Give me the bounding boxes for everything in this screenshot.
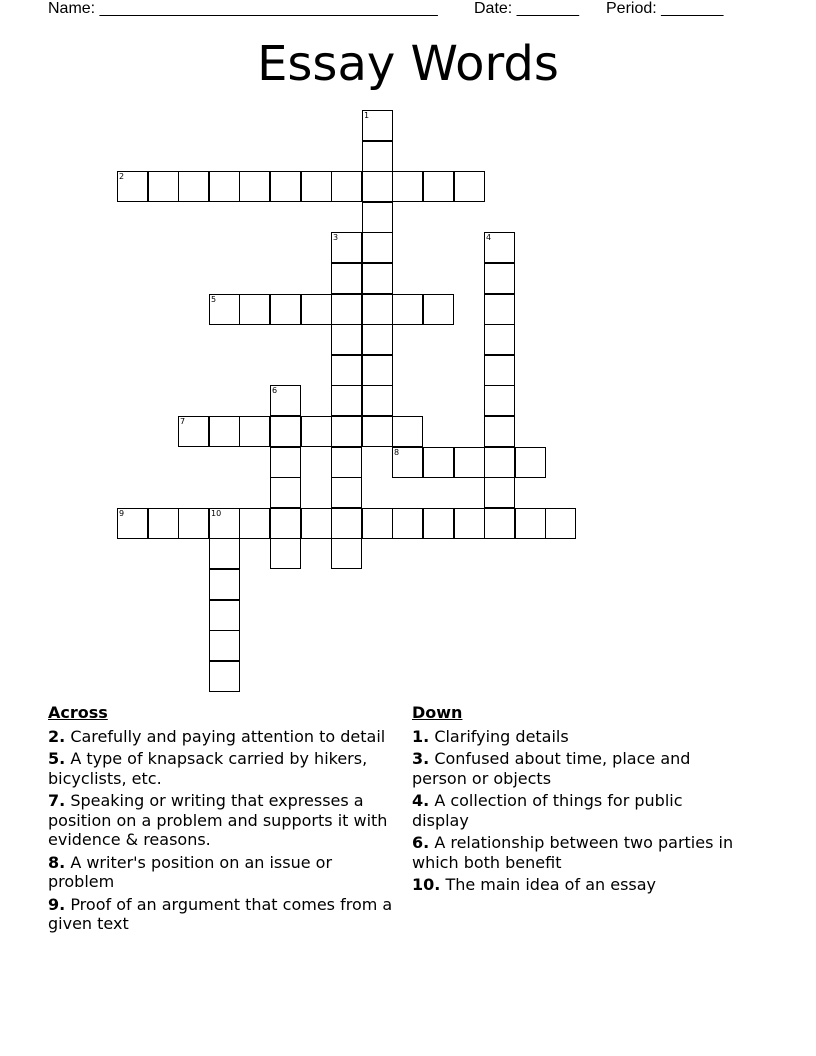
grid-cell[interactable] xyxy=(209,661,240,692)
grid-cell[interactable] xyxy=(423,294,454,325)
grid-cell[interactable] xyxy=(117,508,148,539)
grid-cell[interactable] xyxy=(239,508,270,539)
grid-cell[interactable] xyxy=(484,324,515,355)
grid-cell[interactable] xyxy=(209,171,240,202)
grid-cell[interactable] xyxy=(239,294,270,325)
clue-number: 5. xyxy=(48,749,66,768)
clue-across-5 xyxy=(48,749,400,788)
grid-cell[interactable] xyxy=(484,294,515,325)
grid-cell[interactable] xyxy=(484,232,515,263)
clue-number: 2. xyxy=(48,726,66,746)
grid-cell[interactable] xyxy=(362,141,393,172)
clue-number-label: 9 xyxy=(119,509,125,518)
clue-number-label: 7 xyxy=(180,417,186,426)
clue-number-label: 8 xyxy=(394,448,400,457)
grid-cell[interactable] xyxy=(270,538,301,569)
grid-cell[interactable] xyxy=(331,294,362,325)
down-clues xyxy=(412,703,742,898)
grid-cell[interactable] xyxy=(545,508,576,539)
grid-cell[interactable] xyxy=(209,630,240,661)
grid-cell[interactable] xyxy=(209,294,240,325)
grid-cell[interactable] xyxy=(270,477,301,508)
clue-number-label: 3 xyxy=(333,233,339,242)
clue-number: 1. xyxy=(412,726,430,746)
grid-cell[interactable] xyxy=(392,447,423,478)
grid-cell[interactable] xyxy=(301,171,332,202)
clue-text: The main idea of an essay xyxy=(445,875,657,894)
grid-cell[interactable] xyxy=(362,232,393,263)
clue-number-label: 6 xyxy=(272,386,278,395)
grid-cell[interactable] xyxy=(362,263,393,294)
across-clues xyxy=(48,703,400,937)
grid-cell[interactable] xyxy=(331,447,362,478)
grid-cell[interactable] xyxy=(270,508,301,539)
clue-down-3 xyxy=(412,749,742,788)
clue-number-label: 2 xyxy=(119,172,125,181)
grid-cell[interactable] xyxy=(362,385,393,416)
grid-cell[interactable] xyxy=(484,416,515,447)
grid-cell[interactable] xyxy=(362,294,393,325)
clue-text: Confused about time, place and person or objects xyxy=(412,749,691,788)
grid-cell[interactable] xyxy=(209,508,240,539)
grid-cell[interactable] xyxy=(239,171,270,202)
across-heading: Across xyxy=(48,703,108,722)
grid-cell[interactable] xyxy=(270,171,301,202)
clue-down-10 xyxy=(412,875,742,895)
grid-cell[interactable] xyxy=(362,508,393,539)
grid-cell[interactable] xyxy=(209,600,240,631)
clue-number-label: 4 xyxy=(486,233,492,242)
grid-cell[interactable] xyxy=(301,508,332,539)
grid-cell[interactable] xyxy=(392,508,423,539)
grid-cell[interactable] xyxy=(148,508,179,539)
grid-cell[interactable] xyxy=(331,508,362,539)
clue-text: Clarifying details xyxy=(434,726,569,746)
grid-cell[interactable] xyxy=(362,355,393,386)
grid-cell[interactable] xyxy=(484,508,515,539)
grid-cell[interactable] xyxy=(270,447,301,478)
grid-cell[interactable] xyxy=(209,416,240,447)
grid-cell[interactable] xyxy=(239,416,270,447)
clue-across-8 xyxy=(48,853,400,892)
grid-cell[interactable] xyxy=(515,447,546,478)
clue-number: 4. xyxy=(412,791,430,810)
period-field: Period: _______ xyxy=(606,0,724,17)
clue-number: 10. xyxy=(412,875,441,894)
grid-cell[interactable] xyxy=(515,508,546,539)
grid-cell[interactable] xyxy=(484,477,515,508)
clue-text: A collection of things for public display xyxy=(412,791,683,830)
grid-cell[interactable] xyxy=(331,477,362,508)
grid-cell[interactable] xyxy=(117,171,148,202)
clue-number-label: 1 xyxy=(364,111,370,120)
grid-cell[interactable] xyxy=(331,385,362,416)
grid-cell[interactable] xyxy=(331,263,362,294)
grid-cell[interactable] xyxy=(331,324,362,355)
clue-across-2 xyxy=(48,727,400,747)
clue-text: A type of knapsack carried by hikers, bicyclists, etc. xyxy=(48,749,368,788)
grid-cell[interactable] xyxy=(454,508,485,539)
grid-cell[interactable] xyxy=(331,355,362,386)
grid-cell[interactable] xyxy=(362,202,393,233)
name-field: Name: ______________________________________ xyxy=(48,0,438,17)
grid-cell[interactable] xyxy=(362,110,393,141)
clue-number: 8. xyxy=(48,852,66,872)
grid-cell[interactable] xyxy=(484,263,515,294)
clue-text: A relationship between two parties in which both benefit xyxy=(412,833,734,872)
grid-cell[interactable] xyxy=(423,171,454,202)
clue-down-4 xyxy=(412,791,742,830)
grid-cell[interactable] xyxy=(331,538,362,569)
grid-cell[interactable] xyxy=(331,171,362,202)
grid-cell[interactable] xyxy=(209,569,240,600)
grid-cell[interactable] xyxy=(270,385,301,416)
grid-cell[interactable] xyxy=(148,171,179,202)
grid-cell[interactable] xyxy=(331,232,362,263)
grid-cell[interactable] xyxy=(270,294,301,325)
grid-cell[interactable] xyxy=(178,416,209,447)
clue-text: Speaking or writing that expresses a position on a problem and supports it with evidence & reasons. xyxy=(48,791,388,849)
grid-cell[interactable] xyxy=(301,416,332,447)
grid-cell[interactable] xyxy=(301,294,332,325)
clue-number-label: 5 xyxy=(211,295,217,304)
clue-across-9 xyxy=(48,895,400,934)
grid-cell[interactable] xyxy=(331,416,362,447)
grid-cell[interactable] xyxy=(484,355,515,386)
grid-cell[interactable] xyxy=(454,171,485,202)
clue-text: A writer's position on an issue or problem xyxy=(48,852,333,891)
clue-text: Carefully and paying attention to detail xyxy=(70,726,386,746)
puzzle-title: Essay Words xyxy=(257,36,559,92)
clue-number: 6. xyxy=(412,833,430,852)
clue-number: 9. xyxy=(48,894,66,914)
grid-cell[interactable] xyxy=(270,416,301,447)
grid-cell[interactable] xyxy=(362,416,393,447)
clue-number: 7. xyxy=(48,791,66,810)
clue-number-label: 10 xyxy=(211,509,222,518)
grid-cell[interactable] xyxy=(423,508,454,539)
grid-cell[interactable] xyxy=(209,538,240,569)
grid-cell[interactable] xyxy=(362,324,393,355)
grid-cell[interactable] xyxy=(178,508,209,539)
grid-cell[interactable] xyxy=(392,294,423,325)
date-field: Date: _______ xyxy=(474,0,579,17)
grid-cell[interactable] xyxy=(484,385,515,416)
clue-number: 3. xyxy=(412,749,430,768)
grid-cell[interactable] xyxy=(178,171,209,202)
grid-cell[interactable] xyxy=(392,171,423,202)
grid-cell[interactable] xyxy=(454,447,485,478)
clue-across-7 xyxy=(48,791,400,850)
grid-cell[interactable] xyxy=(362,171,393,202)
down-heading: Down xyxy=(412,703,463,722)
grid-cell[interactable] xyxy=(484,447,515,478)
grid-cell[interactable] xyxy=(423,447,454,478)
grid-cell[interactable] xyxy=(392,416,423,447)
clue-text: Proof of an argument that comes from a given text xyxy=(48,894,393,933)
clue-down-6 xyxy=(412,833,742,872)
clue-down-1 xyxy=(412,727,742,747)
